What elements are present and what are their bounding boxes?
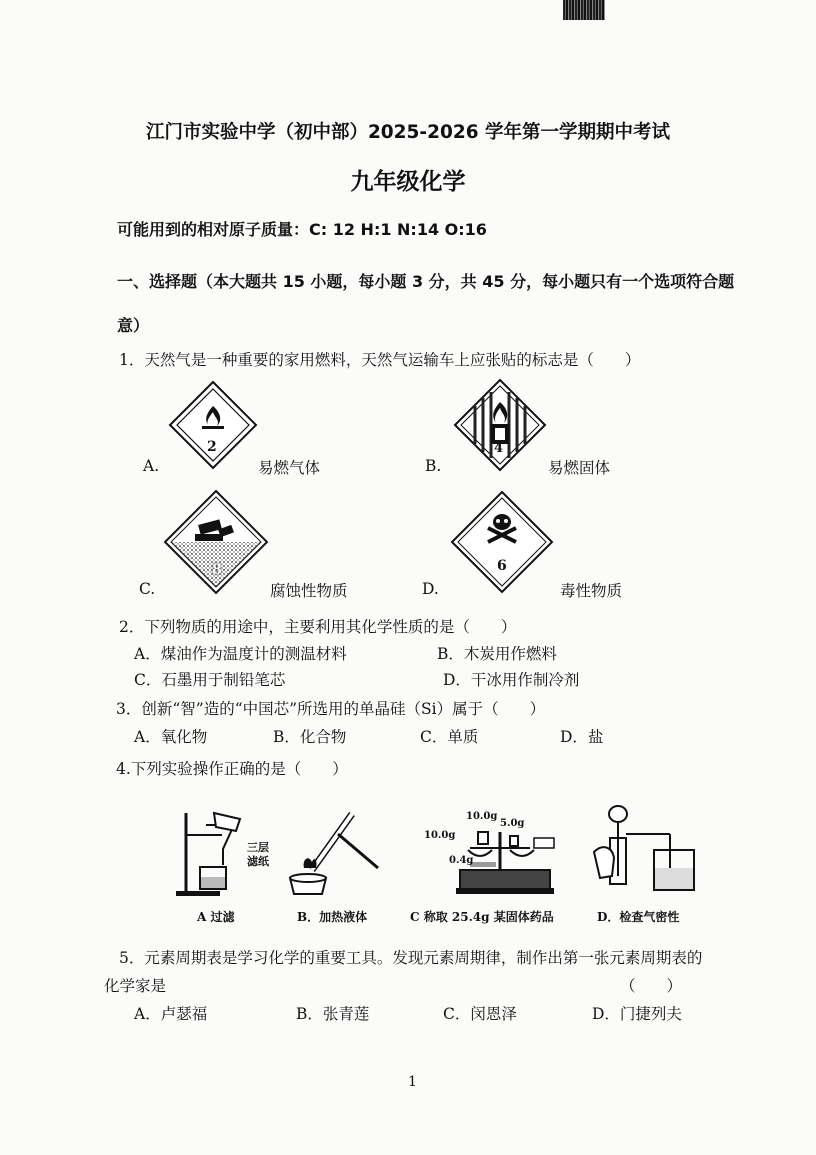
weight-label-3: 10.0g — [424, 830, 456, 841]
answer-blank: （ ） — [620, 977, 683, 995]
sign-d-number: 6 — [497, 558, 507, 574]
option-1c-letter: C. — [139, 580, 156, 598]
option-2b: B．木炭用作燃料 — [437, 645, 557, 663]
option-3b: B．化合物 — [273, 728, 347, 746]
airtightness-figure — [592, 804, 704, 900]
exam-title: 江门市实验中学（初中部）2025-2026 学年第一学期期中考试 — [145, 122, 671, 143]
option-5a: A．卢瑟福 — [134, 1005, 208, 1023]
option-1d-letter: D. — [422, 580, 439, 598]
corrosive-sign — [163, 489, 269, 595]
option-5d: D．门捷列夫 — [592, 1005, 682, 1023]
heating-liquid-figure — [282, 808, 382, 900]
flammable-gas-sign — [168, 380, 258, 470]
option-1d-label: 毒性物质 — [560, 582, 623, 600]
option-5c: C．闵恩泽 — [443, 1005, 517, 1023]
section-heading-cont: 意） — [117, 316, 150, 335]
option-2a: A．煤油作为温度计的测温材料 — [134, 645, 347, 663]
filter-paper-label-2: 滤纸 — [247, 855, 269, 868]
option-2d: D．干冰用作制冷剂 — [443, 671, 580, 689]
option-3a: A．氧化物 — [134, 728, 208, 746]
option-2c: C．石墨用于制铅笔芯 — [134, 671, 286, 689]
option-1c-label: 腐蚀性物质 — [270, 582, 348, 600]
option-3d: D．盐 — [560, 728, 604, 746]
option-1b-label: 易燃固体 — [548, 459, 611, 477]
option-1b-letter: B. — [425, 457, 442, 475]
option-3c: C．单质 — [420, 728, 479, 746]
question-5-stem-cont: 化学家是 — [104, 977, 167, 995]
toxic-sign — [450, 490, 554, 594]
weight-label-1: 10.0g — [466, 811, 498, 822]
sign-c-number: 8 — [212, 562, 222, 578]
question-4-stem: 4.下列实验操作正确的是（ ） — [116, 760, 348, 778]
subject-title: 九年级化学 — [350, 169, 466, 195]
filter-paper-label-1: 三层 — [247, 841, 269, 854]
page-number: 1 — [408, 1074, 417, 1090]
flammable-solid-sign — [453, 378, 547, 472]
option-5b: B．张青莲 — [296, 1005, 370, 1023]
option-1a-label: 易燃气体 — [258, 459, 321, 477]
caption-c: C 称取 25.4g 某固体药品 — [410, 910, 554, 924]
scan-barcode-mark — [563, 0, 605, 20]
atomic-mass-line: 可能用到的相对原子质量：C: 12 H:1 N:14 O:16 — [117, 220, 487, 239]
weight-label-2: 5.0g — [500, 818, 525, 829]
caption-a: A 过滤 — [197, 910, 235, 924]
weight-label-4: 0.4g — [449, 855, 474, 866]
sign-b-number: 4 — [494, 441, 504, 456]
sign-a-number: 2 — [207, 439, 217, 455]
option-1a-letter: A. — [143, 457, 160, 475]
question-3-stem: 3．创新“智”造的“中国芯”所选用的单晶硅（Si）属于（ ） — [116, 700, 546, 718]
question-5-stem: 5．元素周期表是学习化学的重要工具。发现元素周期律，制作出第一张元素周期表的 — [119, 949, 703, 967]
caption-d: D．检查气密性 — [597, 910, 680, 924]
question-1-stem: 1．天然气是一种重要的家用燃料，天然气运输车上应张贴的标志是（ ） — [119, 351, 641, 369]
caption-b: B．加热液体 — [297, 910, 368, 924]
section-heading: 一、选择题（本大题共 15 小题，每小题 3 分，共 45 分，每小题只有一个选项符合题 — [117, 272, 735, 291]
question-2-stem: 2．下列物质的用途中，主要利用其化学性质的是（ ） — [119, 618, 517, 636]
